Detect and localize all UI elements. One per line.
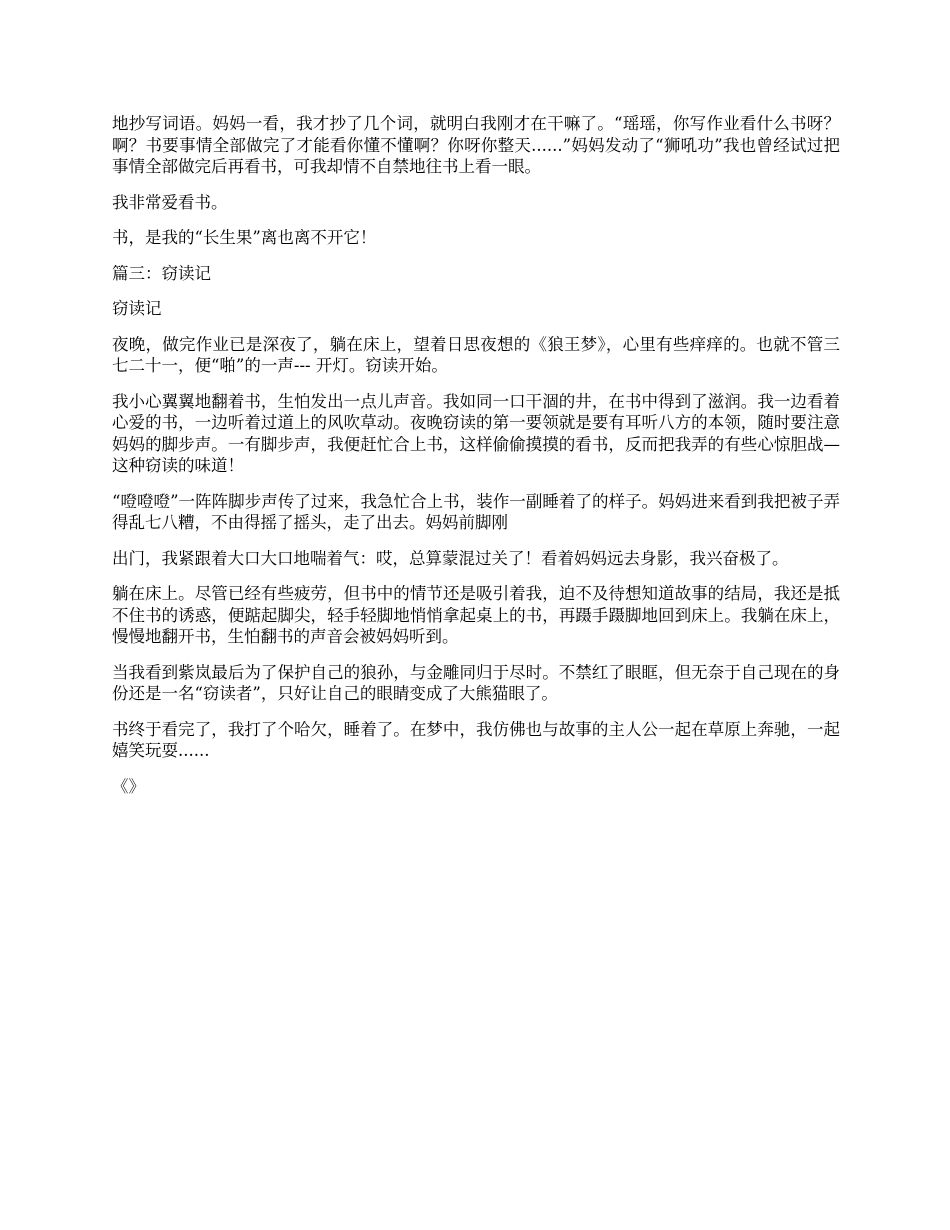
paragraph-12: 书终于看完了，我打了个哈欠，睡着了。在梦中，我仿佛也与故事的主人公一起在草原上奔驰，一起嬉笑玩耍...... <box>112 719 840 760</box>
article-title: 窃读记 <box>112 299 162 318</box>
document-page <box>112 113 840 811</box>
section-heading: 篇三：窃读记 <box>112 263 211 283</box>
paragraph-8: “噔噔噔”一阵阵脚步声传了过来，我急忙合上书，装作一副睡着了的样子。妈妈进来看到我把被子弄得乱七八糟，不由得摇了摇头，走了出去。妈妈前脚刚 <box>112 491 840 532</box>
paragraph-1: 地抄写词语。妈妈一看，我才抄了几个词，就明白我刚才在干嘛了。“瑶瑶，你写作业看什么书呀？啊？书要事情全部做完了才能看你懂不懂啊？你呀你整天......”妈妈发动了“狮吼功”我也曾经试过把事情全部做完后再看书，可我却情不自禁地往书上看一眼。 <box>112 114 840 176</box>
paragraph-9: 出门，我紧跟着大口大口地喘着气：哎，总算蒙混过关了！看着妈妈远去身影，我兴奋极了。 <box>112 548 789 568</box>
closing-brackets: 《》 <box>112 776 145 796</box>
paragraph-3: 书，是我的“长生果”离也离不开它！ <box>112 228 377 247</box>
paragraph-11: 当我看到紫岚最后为了保护自己的狼孙，与金雕同归于尽时。不禁红了眼眶，但无奈于自己现在的身份还是一名“窃读者”，只好让自己的眼睛变成了大熊猫眼了。 <box>112 662 840 703</box>
paragraph-6: 夜晚，做完作业已是深夜了，躺在床上，望着日思夜想的《狼王梦》，心里有些痒痒的。也就不管三七二十一，便“啪”的一声--- 开灯。窃读开始。 <box>112 334 840 375</box>
paragraph-10: 躺在床上。尽管已经有些疲劳，但书中的情节还是吸引着我，迫不及待想知道故事的结局，我还是抵不住书的诱惑，便踮起脚尖，轻手轻脚地悄悄拿起桌上的书，再蹑手蹑脚地回到床上。我躺在床上，慢慢地翻开书，生怕翻书的声音会被妈妈听到。 <box>112 584 840 646</box>
paragraph-2: 我非常爱看书。 <box>112 192 228 212</box>
paragraph-7: 我小心翼翼地翻着书，生怕发出一点儿声音。我如同一口干涸的井，在书中得到了滋润。我一边看着心爱的书，一边听着过道上的风吹草动。夜晚窃读的第一要领就是要有耳听八方的本领，随时要注意妈妈的脚步声。一有脚步声，我便赶忙合上书，这样偷偷摸摸的看书，反而把我弄的有些心惊胆战—这种窃读的味道！ <box>112 391 840 475</box>
